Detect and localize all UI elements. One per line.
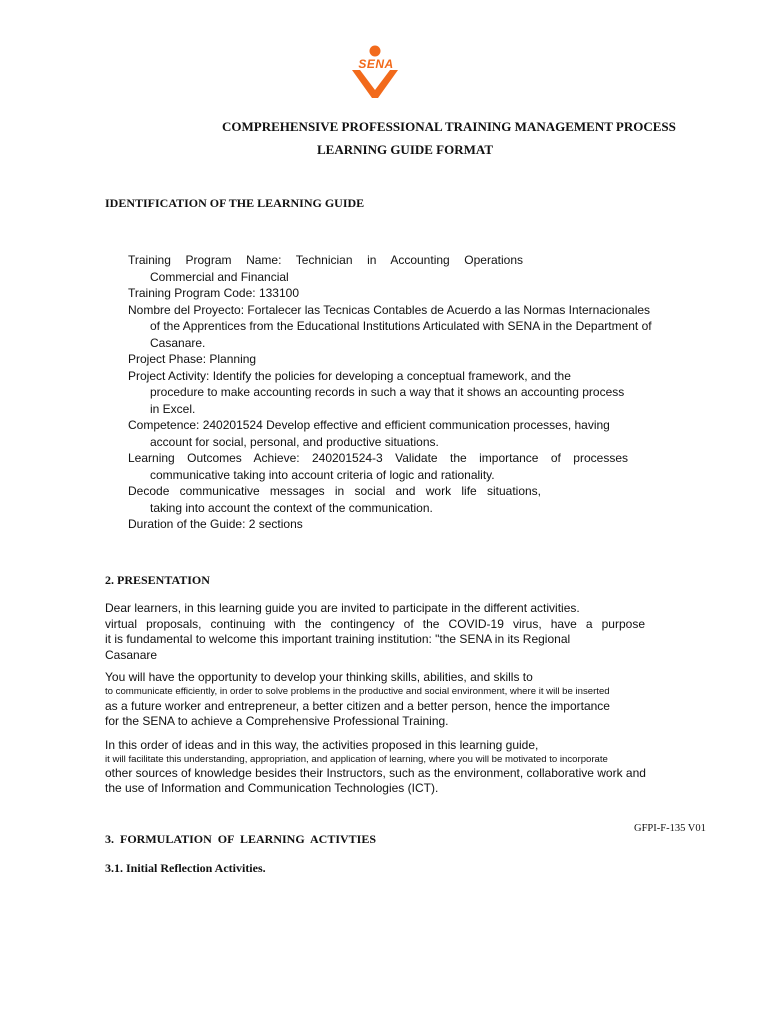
initial-reflection-subheading: 3.1. Initial Reflection Activities. <box>105 861 266 875</box>
sena-logo-text: SENA <box>358 57 394 71</box>
identification-heading: IDENTIFICATION OF THE LEARNING GUIDE <box>105 196 365 210</box>
identification-list <box>128 252 678 533</box>
header-format-title: LEARNING GUIDE FORMAT <box>317 142 493 157</box>
list-item: Project Phase: Planning <box>128 352 257 366</box>
presentation-paragraph-2: You will have the opportunity to develop your thinking skills, abilities, and skills to to communicate efficiently, in order to solve problems in the productive and social environment, where it will be inserted as a future worker and entrepreneur, a better citizen and a better person, hence the importance for the SENA to achieve a Comprehensive Professional Training. <box>105 670 610 728</box>
list-item: Decode communicative messages in social and work life situations, taking into account the context of the communication. <box>128 484 541 515</box>
list-item: Training Program Name: Technician in Accounting Operations Commercial and Financial <box>128 253 523 284</box>
list-item: Duration of the Guide: 2 sections <box>128 517 303 531</box>
list-item: Project Activity: Identify the policies for developing a conceptual framework, and the procedure to make accounting records in such a way that it shows an accounting process in Excel. <box>128 368 625 416</box>
list-item: Competence: 240201524 Develop effective and efficient communication processes, having account for social, personal, and productive situations. <box>128 418 610 449</box>
presentation-heading: 2. PRESENTATION <box>105 573 210 587</box>
presentation-paragraph-1: Dear learners, in this learning guide you are invited to participate in the different activities. virtual proposals, continuing with the contingency of the COVID-19 virus, have a purpose it is fundamental to welcome this important training institution: "the SENA in its Regional Casanare <box>105 601 645 662</box>
sena-logo-icon <box>348 44 404 102</box>
document-code: GFPI-F-135 V01 <box>634 823 706 834</box>
formulation-heading: 3. FORMULATION OF LEARNING ACTIVTIES <box>105 832 377 846</box>
presentation-paragraph-3: In this order of ideas and in this way, the activities proposed in this learning guide, it will facilitate this understanding, appropriation, and application of learning, where you will be motivated to incorporate other sources of knowledge besides their Instructors, such as the environment, collaborative work and the use of Information and Communication Technologies (ICT). <box>105 738 646 795</box>
sena-logo <box>348 44 404 102</box>
list-item: Training Program Code: 133100 <box>128 286 299 300</box>
header-process-title: COMPREHENSIVE PROFESSIONAL TRAINING MANAGEMENT PROCESS <box>222 119 676 134</box>
list-item: Learning Outcomes Achieve: 240201524-3 Validate the importance of processes communicative taking into account criteria of logic and rationality. <box>128 451 628 482</box>
list-item: Nombre del Proyecto: Fortalecer las Tecnicas Contables de Acuerdo a las Normas Internacionales of the Apprentices from the Educational Institutions Articulated with SENA in the Department of Casanare. <box>128 302 652 350</box>
